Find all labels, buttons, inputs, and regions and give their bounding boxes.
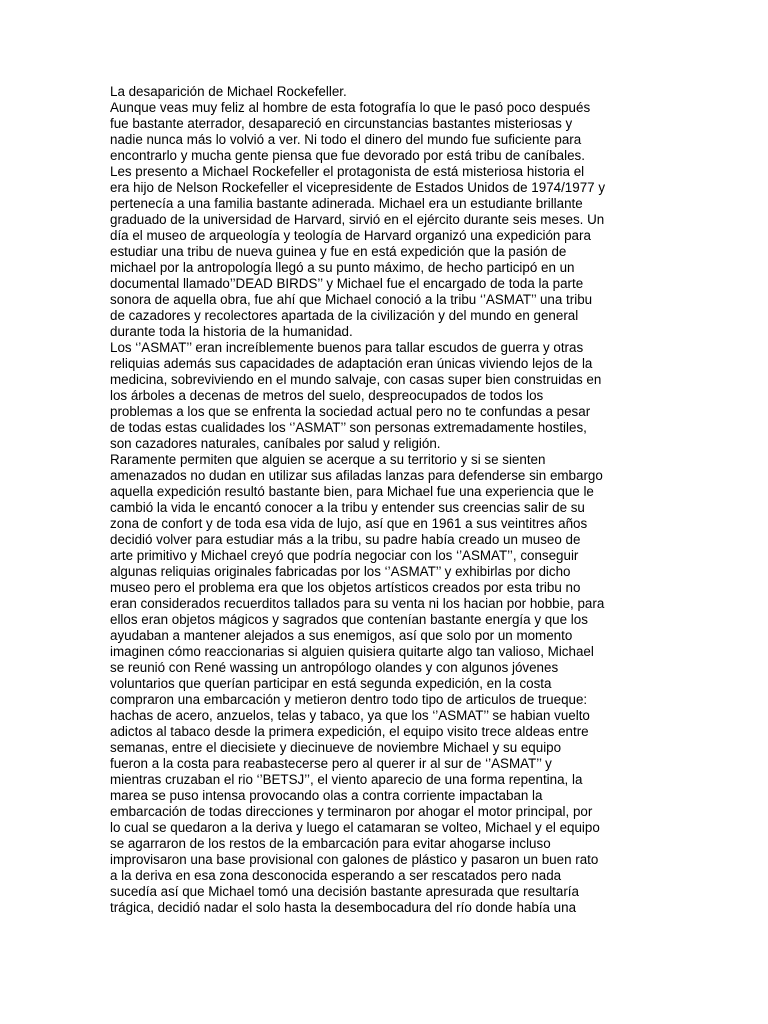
text-line: compraron una embarcación y metieron dentro todo tipo de articulos de trueque:	[110, 692, 588, 707]
text-line: problemas a los que se enfrenta la sociedad actual pero no te confundas a pesar	[110, 404, 591, 419]
text-line: medicina, sobreviviendo en el mundo salvaje, con casas super bien construidas en	[110, 372, 602, 387]
text-line: cambió la vida le encantó conocer a la tribu y entender sus creencias salir de su	[110, 500, 585, 515]
text-line: sonora de aquella obra, fue ahí que Michael conoció a la tribu ‘’ASMAT’’ una tribu	[110, 292, 593, 307]
text-line: lo cual se quedaron a la deriva y luego el catamaran se volteo, Michael y el equipo	[110, 820, 600, 835]
text-line: michael por la antropología llegó a su punto máximo, de hecho participó en un	[110, 260, 575, 275]
text-line: se reunió con René wassing un antropólogo olandes y con algunos jóvenes	[110, 660, 559, 675]
paragraph-2	[110, 164, 634, 340]
text-line: nadie nunca más lo volvió a ver. Ni todo el dinero del mundo fue suficiente para	[110, 132, 582, 147]
text-line: mientras cruzaban el rio ‘’BETSJ’’, el viento aparecio de una forma repentina, la	[110, 772, 583, 787]
text-line: de cazadores y recolectores apartada de la civilización y del mundo en general	[110, 308, 579, 323]
paragraph-4	[110, 452, 634, 916]
text-line: voluntarios que querían participar en está segunda expedición, en la costa	[110, 676, 552, 691]
text-line: museo pero el problema era que los objetos artísticos creados por esta tribu no	[110, 580, 581, 595]
text-line: embarcación de todas direcciones y terminaron por ahogar el motor principal, por	[110, 804, 593, 819]
text-line: trágica, decidió nadar el solo hasta la desembocadura del río donde había una	[110, 900, 577, 915]
text-line: hachas de acero, anzuelos, telas y tabaco, ya que los ‘’ASMAT’’ se habian vuelto	[110, 708, 590, 723]
text-line: ellos eran objetos mágicos y sagrados que contenían bastante energía y que los	[110, 612, 588, 627]
text-line: adictos al tabaco desde la primera expedición, el equipo visito trece aldeas entre	[110, 724, 589, 739]
text-line: pertenecía a una familia bastante adinerada. Michael era un estudiante brillante	[110, 196, 583, 211]
text-line: reliquias además sus capacidades de adaptación eran únicas viviendo lejos de la	[110, 356, 593, 371]
text-line: arte primitivo y Michael creyó que podría negociar con los ‘’ASMAT’’, conseguir	[110, 548, 579, 563]
text-line: Los ‘’ASMAT’’ eran increíblemente buenos para tallar escudos de guerra y otras	[110, 340, 584, 355]
text-line: era hijo de Nelson Rockefeller el vicepresidente de Estados Unidos de 1974/1977 y	[110, 180, 606, 195]
text-line: eran considerados recuerditos tallados para su venta ni los hacian por hobbie, para	[110, 596, 605, 611]
text-line: son cazadores naturales, caníbales por salud y religión.	[110, 436, 441, 451]
paragraph-3	[110, 340, 634, 452]
text-line: a la deriva en esa zona desconocida esperando a ser rescatados pero nada	[110, 868, 562, 883]
text-line: estudiar una tribu de nueva guinea y fue en está expedición que la pasión de	[110, 244, 567, 259]
text-line: algunas reliquias originales fabricadas por los ‘’ASMAT’’ y exhibirlas por dicho	[110, 564, 571, 579]
text-line: Aunque veas muy feliz al hombre de esta fotografía lo que le pasó poco después	[110, 100, 591, 115]
text-line: ayudaban a mantener alejados a sus enemigos, así que solo por un momento	[110, 628, 573, 643]
text-line: aquella expedición resultó bastante bien, para Michael fue una experiencia que le	[110, 484, 594, 499]
text-line: fue bastante aterrador, desapareció en circunstancias bastantes misteriosas y	[110, 116, 573, 131]
text-line: semanas, entre el diecisiete y diecinueve de noviembre Michael y su equipo	[110, 740, 562, 755]
text-line: improvisaron una base provisional con galones de plástico y pasaron un buen rato	[110, 852, 599, 867]
text-line: documental llamado’’DEAD BIRDS’’ y Michael fue el encargado de toda la parte	[110, 276, 584, 291]
text-line: graduado de la universidad de Harvard, sirvió en el ejército durante seis meses. Un	[110, 212, 605, 227]
text-line: de todas estas cualidades los ‘’ASMAT’’ son personas extremadamente hostiles,	[110, 420, 587, 435]
text-line: marea se puso intensa provocando olas a contra corriente impactaban la	[110, 788, 543, 803]
document-page	[110, 84, 634, 916]
text-line: fueron a la costa para reabastecerse pero al querer ir al sur de ‘’ASMAT’’ y	[110, 756, 552, 771]
text-line: los árboles a decenas de metros del suelo, despreocupados de todos los	[110, 388, 544, 403]
document-title: La desaparición de Michael Rockefeller.	[110, 84, 347, 99]
text-line: Les presento a Michael Rockefeller el protagonista de está misteriosa historia el	[110, 164, 585, 179]
text-line: durante toda la historia de la humanidad.	[110, 324, 353, 339]
text-line: se agarraron de los restos de la embarcación para evitar ahogarse incluso	[110, 836, 551, 851]
text-line: imaginen cómo reaccionarias si alguien quisiera quitarte algo tan valioso, Michael	[110, 644, 594, 659]
text-line: amenazados no dudan en utilizar sus afiladas lanzas para defenderse sin embargo	[110, 468, 603, 483]
text-line: sucedía así que Michael tomó una decisión bastante apresurada que resultaría	[110, 884, 579, 899]
text-line: zona de confort y de toda esa vida de lujo, así que en 1961 a sus veintitres años	[110, 516, 588, 531]
text-line: encontrarlo y mucha gente piensa que fue devorado por está tribu de caníbales.	[110, 148, 585, 163]
paragraph-1	[110, 100, 634, 164]
text-line: decidió volver para estudiar más a la tribu, su padre había creado un museo de	[110, 532, 581, 547]
text-line: día el museo de arqueología y teología de Harvard organizó una expedición para	[110, 228, 591, 243]
text-line: Raramente permiten que alguien se acerque a su territorio y si se sienten	[110, 452, 546, 467]
